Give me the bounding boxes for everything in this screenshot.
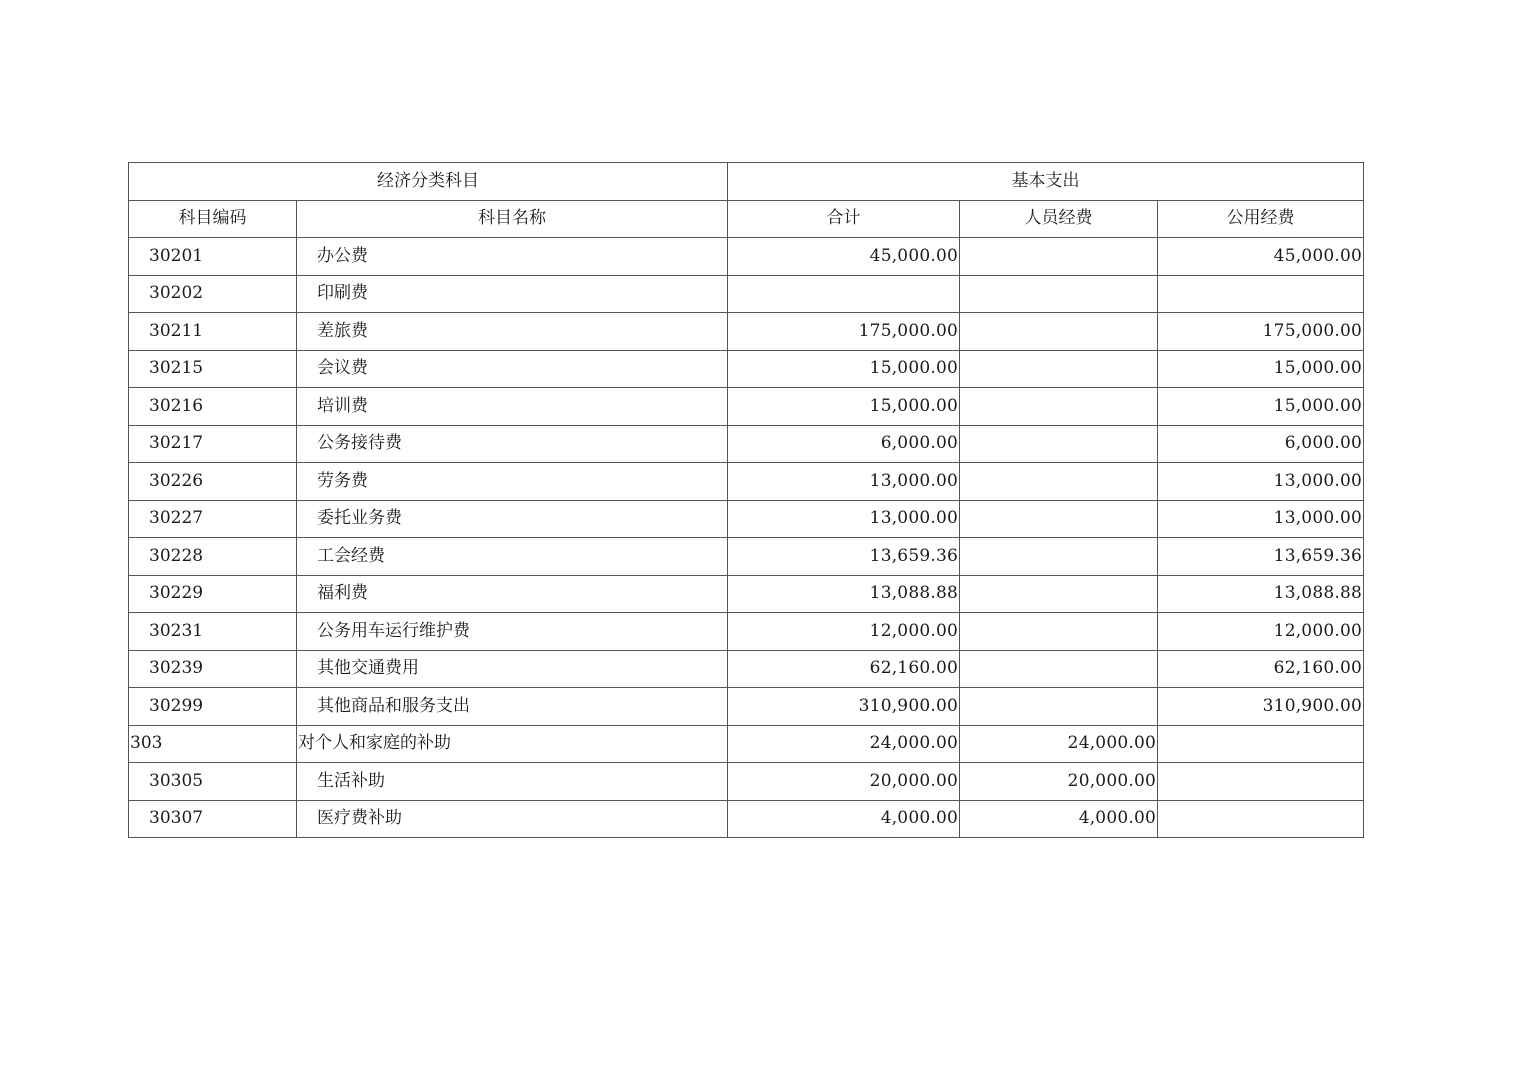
- cell-public: 6,000.00: [1158, 425, 1364, 463]
- cell-total: 15,000.00: [728, 388, 960, 426]
- cell-name: 公务接待费: [297, 425, 728, 463]
- header-name: 科目名称: [297, 200, 728, 238]
- cell-personnel: [960, 613, 1158, 651]
- header-public: 公用经费: [1158, 200, 1364, 238]
- cell-name: 公务用车运行维护费: [297, 613, 728, 651]
- cell-code: 30211: [129, 313, 297, 351]
- table-row: [129, 238, 1364, 276]
- cell-code: 30202: [129, 275, 297, 313]
- cell-code: 30215: [129, 350, 297, 388]
- table-row: [129, 688, 1364, 726]
- cell-personnel: 4,000.00: [960, 800, 1158, 838]
- header-basic-expenditure: 基本支出: [728, 163, 1364, 201]
- cell-public: 13,000.00: [1158, 500, 1364, 538]
- cell-code: 30217: [129, 425, 297, 463]
- cell-personnel: [960, 313, 1158, 351]
- cell-personnel: [960, 350, 1158, 388]
- cell-name: 培训费: [297, 388, 728, 426]
- cell-total: 15,000.00: [728, 350, 960, 388]
- cell-public: 45,000.00: [1158, 238, 1364, 276]
- cell-total: 4,000.00: [728, 800, 960, 838]
- cell-total: 24,000.00: [728, 725, 960, 763]
- cell-public: 15,000.00: [1158, 350, 1364, 388]
- table-row: [129, 800, 1364, 838]
- cell-public: [1158, 275, 1364, 313]
- table-row: [129, 613, 1364, 651]
- header-code: 科目编码: [129, 200, 297, 238]
- cell-personnel: 24,000.00: [960, 725, 1158, 763]
- cell-total: 175,000.00: [728, 313, 960, 351]
- cell-personnel: [960, 575, 1158, 613]
- cell-code: 30201: [129, 238, 297, 276]
- cell-name: 会议费: [297, 350, 728, 388]
- cell-name: 生活补助: [297, 763, 728, 801]
- cell-code: 30307: [129, 800, 297, 838]
- cell-personnel: 20,000.00: [960, 763, 1158, 801]
- cell-personnel: [960, 538, 1158, 576]
- cell-public: 15,000.00: [1158, 388, 1364, 426]
- cell-public: 310,900.00: [1158, 688, 1364, 726]
- cell-total: [728, 275, 960, 313]
- cell-personnel: [960, 463, 1158, 501]
- cell-name: 劳务费: [297, 463, 728, 501]
- budget-sheet: [128, 162, 1364, 838]
- cell-code: 30239: [129, 650, 297, 688]
- cell-name: 医疗费补助: [297, 800, 728, 838]
- cell-total: 45,000.00: [728, 238, 960, 276]
- cell-name: 印刷费: [297, 275, 728, 313]
- cell-personnel: [960, 275, 1158, 313]
- cell-public: 12,000.00: [1158, 613, 1364, 651]
- header-personnel: 人员经费: [960, 200, 1158, 238]
- cell-personnel: [960, 238, 1158, 276]
- table-row: [129, 650, 1364, 688]
- header-total: 合计: [728, 200, 960, 238]
- cell-code: 30228: [129, 538, 297, 576]
- cell-code: 303: [129, 725, 297, 763]
- cell-code: 30305: [129, 763, 297, 801]
- cell-personnel: [960, 388, 1158, 426]
- table-row: [129, 388, 1364, 426]
- cell-public: [1158, 800, 1364, 838]
- cell-name: 福利费: [297, 575, 728, 613]
- cell-total: 62,160.00: [728, 650, 960, 688]
- cell-name: 其他交通费用: [297, 650, 728, 688]
- header-column-row: [129, 200, 1364, 238]
- header-group-row: [129, 163, 1364, 201]
- expenditure-table: [128, 162, 1364, 838]
- cell-public: 13,659.36: [1158, 538, 1364, 576]
- cell-name: 委托业务费: [297, 500, 728, 538]
- cell-name: 办公费: [297, 238, 728, 276]
- header-economic-classification: 经济分类科目: [129, 163, 728, 201]
- table-row: [129, 763, 1364, 801]
- cell-personnel: [960, 500, 1158, 538]
- cell-total: 13,659.36: [728, 538, 960, 576]
- cell-total: 13,000.00: [728, 463, 960, 501]
- cell-total: 13,088.88: [728, 575, 960, 613]
- cell-personnel: [960, 425, 1158, 463]
- cell-name: 其他商品和服务支出: [297, 688, 728, 726]
- table-row: [129, 275, 1364, 313]
- cell-total: 310,900.00: [728, 688, 960, 726]
- cell-total: 20,000.00: [728, 763, 960, 801]
- cell-code: 30229: [129, 575, 297, 613]
- cell-code: 30216: [129, 388, 297, 426]
- cell-code: 30226: [129, 463, 297, 501]
- table-body: [129, 238, 1364, 838]
- table-row: [129, 350, 1364, 388]
- cell-total: 12,000.00: [728, 613, 960, 651]
- table-row: [129, 313, 1364, 351]
- cell-name: 差旅费: [297, 313, 728, 351]
- cell-personnel: [960, 688, 1158, 726]
- cell-code: 30227: [129, 500, 297, 538]
- table-row: [129, 575, 1364, 613]
- cell-name: 工会经费: [297, 538, 728, 576]
- table-row: [129, 725, 1364, 763]
- cell-public: [1158, 763, 1364, 801]
- cell-personnel: [960, 650, 1158, 688]
- table-row: [129, 463, 1364, 501]
- cell-public: [1158, 725, 1364, 763]
- cell-name: 对个人和家庭的补助: [297, 725, 728, 763]
- cell-total: 13,000.00: [728, 500, 960, 538]
- cell-code: 30231: [129, 613, 297, 651]
- table-row: [129, 425, 1364, 463]
- cell-public: 175,000.00: [1158, 313, 1364, 351]
- cell-public: 13,000.00: [1158, 463, 1364, 501]
- cell-public: 13,088.88: [1158, 575, 1364, 613]
- table-row: [129, 500, 1364, 538]
- cell-code: 30299: [129, 688, 297, 726]
- table-row: [129, 538, 1364, 576]
- cell-total: 6,000.00: [728, 425, 960, 463]
- cell-public: 62,160.00: [1158, 650, 1364, 688]
